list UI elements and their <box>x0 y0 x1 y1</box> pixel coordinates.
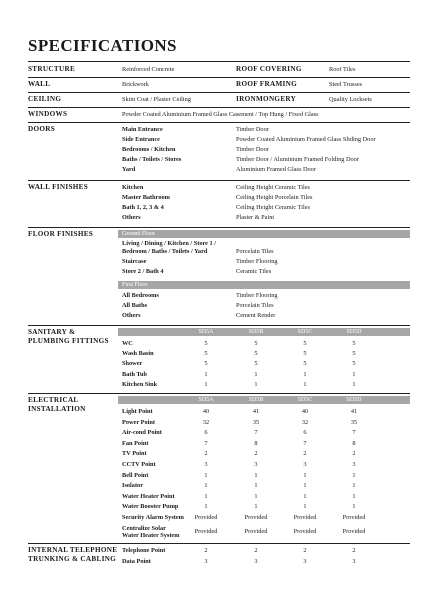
floor-item: Others <box>122 312 141 319</box>
divider <box>28 180 410 181</box>
floor-item: Store 2 / Bath 4 <box>122 268 164 275</box>
floor-item: Staircase <box>122 258 147 265</box>
unit-type-label: SD5C <box>297 329 313 335</box>
wall-label: WALL <box>28 80 51 88</box>
row-item-label: Power Point <box>122 418 155 426</box>
row-value: 1 <box>204 381 208 389</box>
row-value: 5 <box>352 339 356 347</box>
row-value: 1 <box>352 482 356 490</box>
doors-item: Bedrooms / Kitchen <box>122 146 176 153</box>
electrical-label-line2: INSTALLATION <box>28 405 86 413</box>
floor-finishes-label: FLOOR FINISHES <box>28 230 94 238</box>
row-value: Provided <box>293 528 317 536</box>
row-value: 7 <box>303 439 307 447</box>
row-value: 40 <box>202 408 210 415</box>
row-value: Provided <box>244 514 268 521</box>
row-value: 1 <box>254 482 258 490</box>
row-value: 1 <box>204 492 208 500</box>
doors-item: Side Entrance <box>122 136 160 143</box>
row-value: 5 <box>303 360 307 368</box>
row-value: 1 <box>352 381 356 389</box>
row-value: 1 <box>254 492 258 500</box>
row-value: Provided <box>194 514 218 521</box>
wall-finish-value: Ceiling Height Porcelain Tiles <box>236 194 313 201</box>
row-value: 35 <box>252 418 260 426</box>
row-value: 3 <box>204 461 208 468</box>
ground-floor-label: Ground Floor <box>122 231 155 237</box>
floor-item: Living / Dining / Kitchen / Store 1 / <box>122 240 216 247</box>
row-value: 5 <box>204 360 208 368</box>
row-item-label-line2: Water Heater System <box>122 531 180 539</box>
floor-item: All Baths <box>122 302 148 309</box>
page-title: SPECIFICATIONS <box>28 36 177 55</box>
unit-type-label: SD5A <box>198 329 214 335</box>
ironmongery-value: Quality Locksets <box>329 95 372 103</box>
row-value: 32 <box>301 418 309 426</box>
row-value: Provided <box>293 514 317 521</box>
divider <box>28 77 410 78</box>
row-value: 3 <box>204 557 208 565</box>
first-floor-header <box>118 281 410 289</box>
row-value: 40 <box>301 408 309 415</box>
row-value: 2 <box>254 450 258 458</box>
row-item-label: Shower <box>122 360 143 368</box>
row-value: Provided <box>244 528 268 536</box>
row-value: 3 <box>303 461 307 468</box>
row-value: 5 <box>303 349 307 357</box>
ceiling-label: CEILING <box>28 95 62 103</box>
structure-label: STRUCTURE <box>28 65 76 73</box>
row-value: 8 <box>352 439 356 447</box>
row-value: 1 <box>204 471 208 479</box>
structure-value: Reinforced Concrete <box>122 65 175 73</box>
row-value: 5 <box>303 339 307 347</box>
wall-finish-value: Ceiling Height Ceramic Tiles <box>236 204 310 211</box>
doors-value: Aluminium Framed Glass Door <box>236 166 316 173</box>
unit-type-label: SD5C <box>297 397 313 403</box>
roof-framing-label: ROOF FRAMING <box>236 80 298 88</box>
row-value: 1 <box>204 370 208 378</box>
row-item-label: Light Point <box>122 408 153 415</box>
roof-covering-label: ROOF COVERING <box>236 65 302 73</box>
row-value: 7 <box>204 439 208 447</box>
wall-finish-item: Master Bathroom <box>122 194 170 201</box>
unit-type-label: SD5D <box>346 397 362 403</box>
wall-finish-item: Bath 1, 2, 3 & 4 <box>122 204 164 211</box>
row-value: 5 <box>254 339 258 347</box>
unit-type-label: SD5B <box>248 397 264 403</box>
row-value: 32 <box>202 418 210 426</box>
row-value: Provided <box>194 528 218 536</box>
divider <box>28 107 410 108</box>
row-value: 5 <box>204 349 208 357</box>
floor-item: All Bedrooms <box>122 292 159 299</box>
doors-label: DOORS <box>28 125 56 133</box>
row-value: 3 <box>352 557 356 565</box>
row-value: 6 <box>204 429 208 437</box>
row-item-label: Centralize Solar <box>122 524 166 532</box>
row-value: Provided <box>342 514 366 521</box>
doors-item: Main Entrance <box>122 126 163 133</box>
row-value: 3 <box>254 461 258 468</box>
doors-value: Timber Door <box>236 146 269 153</box>
floor-item-line2: Bedroom / Baths / Toilets / Yard <box>122 248 208 255</box>
row-item-label: Isolator <box>122 482 143 490</box>
wall-finish-item: Kitchen <box>122 184 144 191</box>
row-item-label: TV Point <box>122 450 147 458</box>
divider <box>28 325 410 326</box>
floor-value: Porcelain Tiles <box>236 302 274 309</box>
electrical-unit-header <box>118 396 410 404</box>
wall-finish-value: Plaster & Paint <box>236 214 275 221</box>
row-value: 1 <box>303 492 307 500</box>
row-value: 1 <box>303 503 307 511</box>
row-value: 1 <box>303 381 307 389</box>
doors-item: Baths / Toilets / Stores <box>122 156 182 163</box>
row-item-label: CCTV Point <box>122 461 156 468</box>
row-item-label: Bell Point <box>122 471 149 479</box>
divider <box>28 227 410 228</box>
row-value: 5 <box>204 339 208 347</box>
row-value: 1 <box>352 503 356 511</box>
row-value: 1 <box>303 482 307 490</box>
row-value: 2 <box>303 547 307 554</box>
ironmongery-label: IRONMONGERY <box>236 95 297 103</box>
wall-finish-value: Ceiling Height Ceramic Tiles <box>236 184 310 191</box>
row-value: 5 <box>352 360 356 368</box>
row-value: 1 <box>303 471 307 479</box>
sanitary-label: SANITARY & <box>28 328 76 336</box>
row-value: 3 <box>254 557 258 565</box>
row-value: 1 <box>352 492 356 500</box>
row-value: 41 <box>252 408 260 415</box>
row-value: 5 <box>254 360 258 368</box>
wall-finish-item: Others <box>122 214 141 221</box>
row-value: 1 <box>204 503 208 511</box>
floor-value: Timber Flooring <box>236 292 278 299</box>
unit-type-label: SD5B <box>248 329 264 335</box>
divider <box>28 122 410 123</box>
row-value: 1 <box>254 381 258 389</box>
row-value: 5 <box>352 349 356 357</box>
row-value: 2 <box>204 450 208 458</box>
row-value: 1 <box>352 471 356 479</box>
row-value: 2 <box>352 547 356 554</box>
row-item-label: Water Booster Pump <box>122 503 179 511</box>
row-value: 1 <box>352 370 356 378</box>
windows-value: Powder Coated Aluminium Framed Glass Casement / Top Hung / Fixed Glass <box>122 110 319 118</box>
first-floor-label: First Floor <box>122 282 148 288</box>
roof-covering-value: Roof Tiles <box>329 65 356 73</box>
row-value: 1 <box>254 471 258 479</box>
ceiling-value: Skim Coat / Plaster Ceiling <box>122 95 191 103</box>
ground-floor-header <box>118 230 410 238</box>
sanitary-unit-header <box>118 328 410 336</box>
row-value: 6 <box>303 429 307 437</box>
row-value: 3 <box>352 461 356 468</box>
row-value: 7 <box>352 429 356 437</box>
row-item-label: Wash Basin <box>122 349 154 357</box>
wall-finishes-label: WALL FINISHES <box>28 183 89 191</box>
windows-label: WINDOWS <box>28 110 68 118</box>
row-value: 2 <box>303 450 307 458</box>
electrical-label: ELECTRICAL <box>28 396 79 404</box>
row-value: 2 <box>352 450 356 458</box>
row-item-label: Kitchen Sink <box>122 381 158 389</box>
row-value: 2 <box>204 547 208 554</box>
wall-value: Brickwork <box>122 80 149 88</box>
row-value: 1 <box>254 370 258 378</box>
divider <box>28 92 410 93</box>
row-value: 1 <box>254 503 258 511</box>
row-item-label: WC <box>122 339 133 347</box>
divider <box>28 393 410 394</box>
row-value: 3 <box>303 557 307 565</box>
divider <box>28 543 410 544</box>
row-item-label: Security Alarm System <box>122 514 184 521</box>
row-item-label: Data Point <box>122 557 151 565</box>
telephone-label-line2: TRUNKING & CABLING <box>28 555 117 563</box>
floor-value: Porcelain Tiles <box>236 248 274 255</box>
sanitary-label-line2: PLUMBING FITTINGS <box>28 337 109 345</box>
row-value: 5 <box>254 349 258 357</box>
doors-value: Timber Door / Aluminium Framed Folding Door <box>236 156 359 163</box>
row-item-label: Telephone Point <box>122 547 166 554</box>
telephone-label: INTERNAL TELEPHONE <box>28 546 118 554</box>
row-value: 1 <box>204 482 208 490</box>
row-value: Provided <box>342 528 366 536</box>
row-value: 7 <box>254 429 258 437</box>
row-value: 2 <box>254 547 258 554</box>
unit-type-label: SD5D <box>346 329 362 335</box>
doors-item: Yard <box>122 166 136 173</box>
row-value: 8 <box>254 439 258 447</box>
row-item-label: Bath Tub <box>122 370 148 378</box>
row-value: 1 <box>303 370 307 378</box>
doors-value: Powder Coated Aluminium Framed Glass Sliding Door <box>236 136 376 143</box>
floor-value: Timber Flooring <box>236 258 278 265</box>
floor-value: Cement Render <box>236 312 276 319</box>
divider <box>28 61 410 62</box>
roof-framing-value: Steel Trusses <box>329 80 363 88</box>
unit-type-label: SD5A <box>198 397 214 403</box>
row-item-label: Water Heater Point <box>122 492 175 500</box>
row-value: 41 <box>350 408 358 415</box>
doors-value: Timber Door <box>236 126 269 133</box>
row-item-label: Air-cond Point <box>122 429 162 437</box>
floor-value: Ceramic Tiles <box>236 268 272 275</box>
row-item-label: Fan Point <box>122 439 149 447</box>
row-value: 35 <box>350 418 358 426</box>
